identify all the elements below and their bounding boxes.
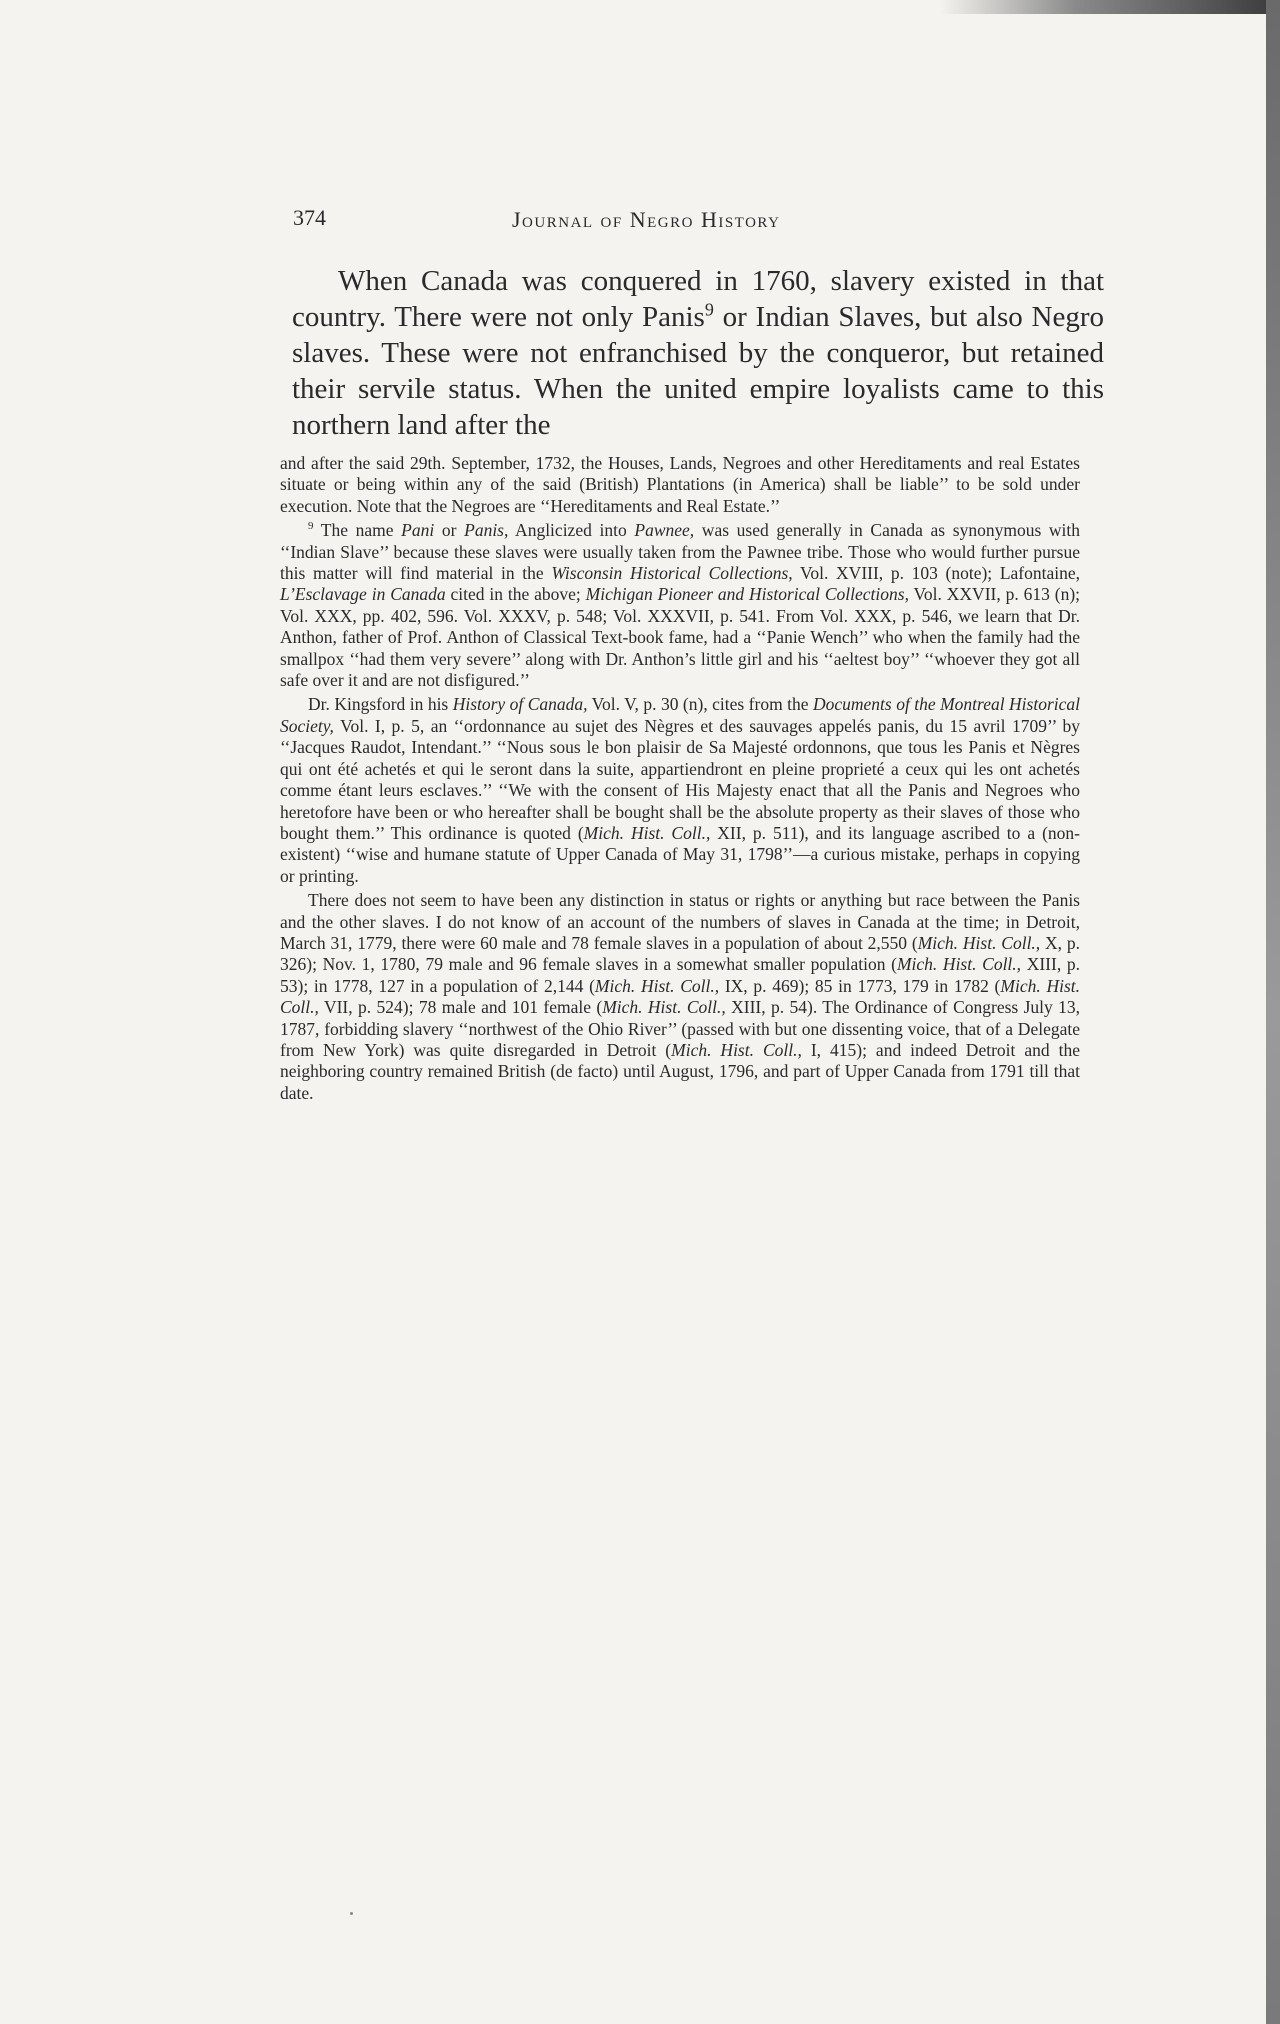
fd-i3: Mich. Hist. Coll., bbox=[594, 975, 720, 996]
fd-i4: Mich. Hist. Coll., bbox=[280, 975, 1080, 1018]
fk-t4: XII, p. 511), and its language ascribed to a (non-existent) ‘‘wise and humane statute of Upper Canada of May 31, 1798’’—a curious mistake, perhaps in copying or printing. bbox=[280, 822, 1080, 886]
body-text-a: When Canada was conquered in 1760, slavery existed in that country. There were not only Panis bbox=[292, 265, 1104, 333]
fd-i6: Mich. Hist. Coll., bbox=[671, 1039, 802, 1060]
fn9-i6: Michigan Pioneer and Historical Collections, bbox=[585, 584, 909, 605]
scan-edge-top bbox=[940, 0, 1280, 14]
footnote-9 bbox=[280, 520, 1080, 691]
fd-t5: VII, p. 524); 78 male and 101 female ( bbox=[318, 997, 603, 1018]
fk-t1: Dr. Kingsford in his bbox=[308, 694, 453, 715]
fn9-t1: The name bbox=[313, 520, 402, 541]
fd-i2: Mich. Hist. Coll., bbox=[896, 954, 1022, 975]
fk-i3: Mich. Hist. Coll., bbox=[583, 822, 711, 843]
running-head: Journal of Negro History bbox=[512, 207, 781, 232]
fd-t3: XIII, p. 53); in 1778, 127 in a population of 2,144 ( bbox=[280, 954, 1080, 996]
fn9-t7: Vol. XXVII, p. 613 (n); Vol. XXX, pp. 402, 596. Vol. XXXV, p. 548; Vol. XXXVII, p. 541. From Vol. XXX, p. 546, we learn that Dr. Anthon, father of Prof. Anthon of Classical Text-book fame, had a ‘‘Panie Wench’’ who when the family had the smallpox ‘‘had them very severe’’ along with Dr. Anthon’s little girl and his ‘‘aeltest boy’’ ‘‘whoever they got all safe over it and are not disfigured.’’ bbox=[280, 584, 1081, 691]
fk-t3: Vol. I, p. 5, an ‘‘ordonnance au sujet des Nègres et des sauvages appelés panis, du 15 avril 1709’’ by ‘‘Jacques Raudot, Intendant.’’ ‘‘Nous sous le bon plaisir de Sa Majesté ordonnons, que tous les Panis et Nègres qui ont été achetés et qui le seront dans la suite, appartiendront en pleine proprieté a ceux qui les ont achetés comme étant leurs esclaves.’’ ‘‘We with the consent of His Majesty enact that all the Panis and Negroes who heretofore have been or who hereafter shall be bought shall be the absolute property as their slaves of those who bought them.’’ This ordinance is quoted ( bbox=[280, 715, 1080, 843]
fk-t2: Vol. V, p. 30 (n), cites from the bbox=[587, 694, 813, 715]
footnote-continued: and after the said 29th. September, 1732, the Houses, Lands, Negroes and other Hereditaments and real Estates situate or being within any of the said (British) Plantations (in America) shall be liable’’ to be sold under execution. Note that the Negroes are ‘‘Hereditaments and Real Estate.’’ bbox=[280, 453, 1080, 516]
fd-t2: X, p. 326); Nov. 1, 1780, 79 male and 96 female slaves in a somewhat smaller population ( bbox=[280, 932, 1081, 975]
page-number: 374 bbox=[293, 205, 326, 230]
footnote-ref-9: 9 bbox=[704, 299, 714, 320]
fn9-t5: Vol. XVIII, p. 103 (note); Lafontaine, bbox=[792, 563, 1080, 584]
fn9-i2: Panis, bbox=[464, 520, 509, 541]
fd-t1: There does not seem to have been any distinction in status or rights or anything but race between the Panis and the other slaves. I do not know of an account of the numbers of slaves in Canada at the time; in Detroit, March 31, 1779, there were 60 male and 78 female slaves in a population of about 2,550 ( bbox=[280, 890, 1080, 953]
footnotes bbox=[280, 453, 1080, 1104]
scan-speck bbox=[350, 1912, 353, 1915]
body-paragraph bbox=[292, 263, 1104, 443]
fn9-i1: Pani bbox=[401, 520, 435, 541]
fn9-t4: was used generally in Canada as synonymous with ‘‘Indian Slave’’ because these slaves were usually taken from the Pawnee tribe. Those who would further pursue this matter will find material in the bbox=[280, 520, 1081, 584]
page-header bbox=[250, 205, 1105, 245]
scan-edge-right bbox=[1266, 0, 1280, 2024]
fd-t7: I, 415); and indeed Detroit and the neighboring country remained British (de facto) until August, 1796, and part of Upper Canada from 1791 till that date. bbox=[280, 1039, 1080, 1103]
fn9-i3: Pawnee, bbox=[634, 520, 695, 541]
fk-i1: History of Canada, bbox=[452, 694, 588, 715]
fn9-t2: or bbox=[434, 520, 465, 541]
fk-i2: Documents of the Montreal Historical Society, bbox=[280, 694, 1080, 736]
fd-t6: XIII, p. 54). The Ordinance of Congress July 13, 1787, forbidding slavery ‘‘northwest of the Ohio River’’ (passed with but one dissenting voice, that of a Delegate from New York) was quite disregarded in Detroit ( bbox=[280, 997, 1081, 1060]
body-text-b: or Indian Slaves, but also Negro slaves. These were not enfranchised by the conqueror, but retained their servile status. When the united empire loyalists came to this northern land after the bbox=[292, 301, 1105, 441]
journal-page bbox=[250, 205, 1105, 1107]
fd-i5: Mich. Hist. Coll., bbox=[602, 997, 726, 1018]
fn9-i5: L’Esclavage in Canada bbox=[280, 584, 446, 605]
footnote-mark: 9 bbox=[308, 520, 314, 533]
fn9-i4: Wisconsin Historical Collections, bbox=[551, 563, 793, 584]
main-text bbox=[292, 263, 1104, 443]
fn9-t3: Anglicized into bbox=[508, 520, 635, 541]
fn9-t6: cited in the above; bbox=[445, 584, 586, 605]
fd-i1: Mich. Hist. Coll., bbox=[917, 932, 1041, 953]
footnote-distinction bbox=[280, 890, 1080, 1104]
fd-t4: IX, p. 469); 85 in 1773, 179 in 1782 ( bbox=[719, 975, 1001, 996]
footnote-kingsford bbox=[280, 694, 1080, 887]
